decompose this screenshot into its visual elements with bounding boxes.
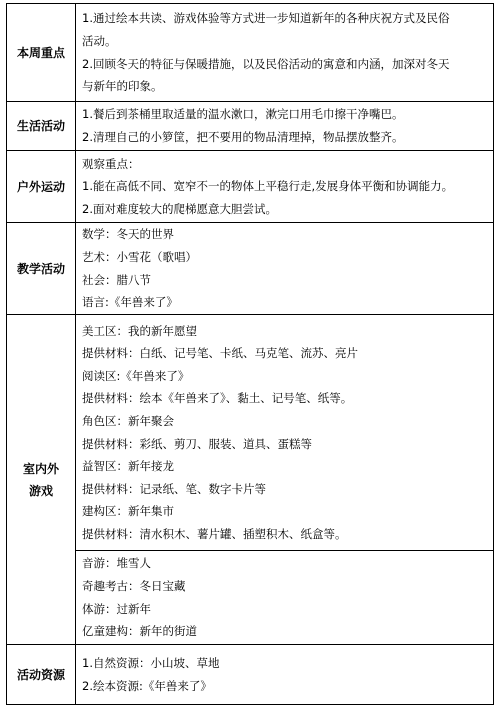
- text-line: 2.清理自己的小箩筐，把不要用的物品清理掉，物品摆放整齐。: [82, 130, 404, 144]
- text-line: 1.通过绘本共读、游戏体验等方式进一步知道新年的各种庆祝方式及民俗: [82, 11, 450, 26]
- text-line: 1.能在高低不同、宽窄不一的物体上平稳行走,发展身体平衡和协调能力。: [82, 179, 454, 194]
- text-line: 阅读区:《年兽来了》: [82, 368, 190, 383]
- content-outdoor-games: [76, 551, 494, 645]
- text-line: 提供材料：清水积木、薯片罐、插塑积木、纸盒等。: [82, 526, 347, 541]
- content-weekly-focus: [76, 4, 494, 102]
- row-life-activity: [7, 102, 494, 151]
- text-line: 美工区：我的新年愿望: [82, 323, 197, 338]
- text-line: 数学：冬天的世界: [82, 227, 174, 242]
- row-teaching-activity: [7, 223, 494, 315]
- text-line: 与新年的印象。: [82, 79, 163, 94]
- text-line: 亿童建构：新年的街道: [82, 624, 197, 639]
- text-line: 社会：腊八节: [82, 272, 151, 287]
- row-outdoor-sport: [7, 151, 494, 223]
- text-line: 艺术：小雪花（歌唱）: [82, 249, 197, 264]
- text-line: 体游：过新年: [82, 601, 151, 616]
- text-line: 音游：堆雪人: [82, 556, 151, 571]
- row-activity-resources: [7, 645, 494, 705]
- text-line: 2.面对难度较大的爬梯愿意大胆尝试。: [82, 201, 277, 216]
- content-teaching-activity: [76, 223, 494, 315]
- content-life-activity: [76, 102, 494, 151]
- label-life-activity: 生活活动: [7, 102, 76, 151]
- text-line: 2.绘本资源:《年兽来了》: [82, 678, 212, 693]
- row-games-outdoor: [7, 551, 494, 645]
- label-games-line1: 室内外: [22, 461, 59, 476]
- text-line: 1.餐后到茶桶里取适量的温水漱口，漱完口用毛巾擦干净嘴巴。: [82, 107, 404, 122]
- text-line: 2.回顾冬天的特征与保暖措施，以及民俗活动的寓意和内涵，加深对冬天: [82, 56, 450, 71]
- text-line: 提供材料：彩纸、剪刀、服装、道具、蛋糕等: [82, 436, 312, 451]
- weekly-plan-table: [6, 3, 494, 705]
- text-line: 活动。: [82, 33, 117, 48]
- text-line: 奇趣考古：冬日宝藏: [82, 578, 186, 593]
- text-line: 1.自然资源：小山坡、草地: [82, 655, 220, 670]
- text-line: 提供材料：白纸、记号笔、卡纸、马克笔、流苏、亮片: [82, 346, 358, 361]
- text-line: 提供材料：记录纸、笔、数字卡片等: [82, 481, 266, 496]
- text-line: 提供材料：绘本《年兽来了》、黏土、记号笔、纸等。: [82, 391, 353, 406]
- label-games-line2: 游戏: [28, 483, 53, 498]
- label-weekly-focus: 本周重点: [7, 4, 76, 102]
- row-weekly-focus: [7, 4, 494, 102]
- text-line: 角色区：新年聚会: [82, 413, 174, 428]
- text-line: 建构区：新年集市: [82, 504, 174, 519]
- content-indoor-games: [76, 315, 494, 551]
- label-activity-resources: 活动资源: [7, 645, 76, 705]
- label-games: [7, 315, 76, 645]
- text-line: 语言:《年兽来了》: [82, 295, 178, 310]
- content-activity-resources: [76, 645, 494, 705]
- label-teaching-activity: 教学活动: [7, 223, 76, 315]
- text-line: 观察重点：: [82, 156, 140, 171]
- row-games-indoor: [7, 315, 494, 551]
- label-outdoor-sport: 户外运动: [7, 151, 76, 223]
- text-line: 益智区：新年接龙: [82, 459, 174, 474]
- content-outdoor-sport: [76, 151, 494, 223]
